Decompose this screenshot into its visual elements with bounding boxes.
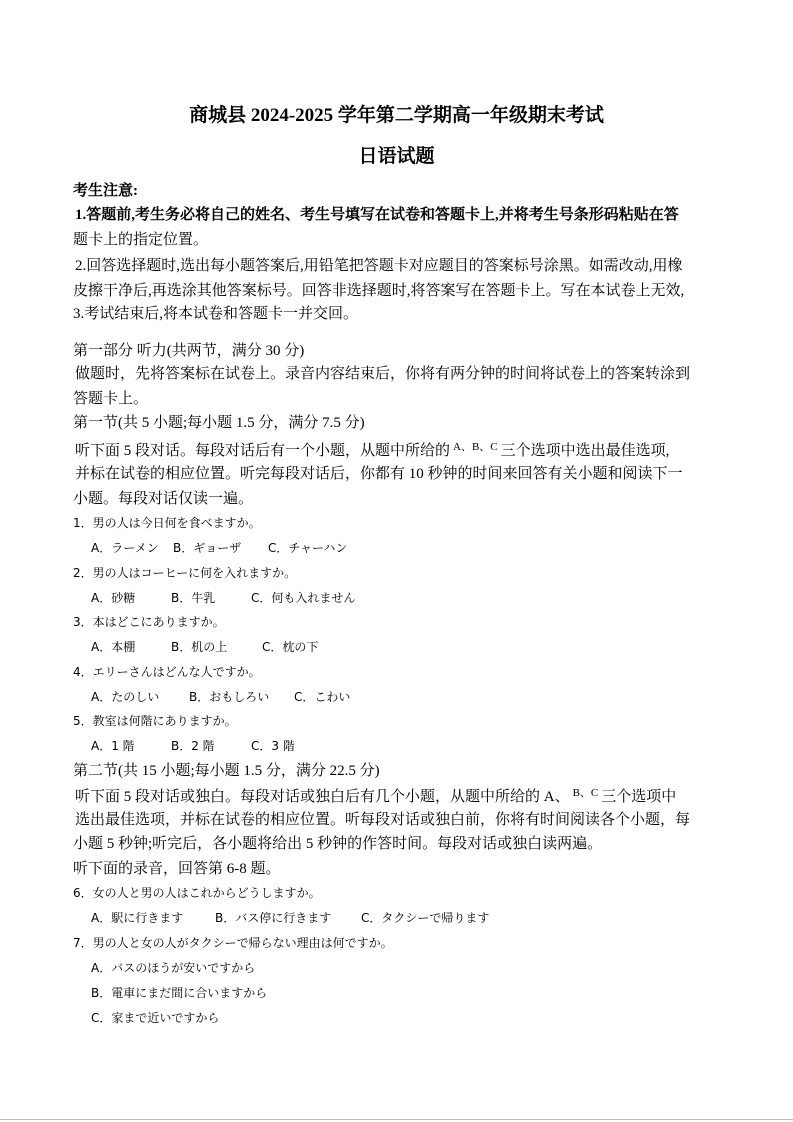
section1-heading: 第一节(共 5 小题;每小题 1.5 分，满分 7.5 分) xyxy=(73,415,365,431)
question-7-option-a[interactable]: A．バスのほうが安いですから xyxy=(91,961,256,975)
page-bottom-divider xyxy=(0,1119,793,1120)
notice-item-3: 3.考试结束后,将本试卷和答题卡一并交回。 xyxy=(73,306,359,322)
question-4: 4．エリーさんはどんな人ですか。 xyxy=(73,665,261,679)
option-a[interactable]: A．1 階 xyxy=(91,739,135,753)
option-a[interactable]: A．ラーメン xyxy=(91,541,159,555)
option-b[interactable]: B．バス停に行きます xyxy=(215,911,332,925)
section2-intro-line-3: 小题 5 秒钟;听完后，各小题将给出 5 秒钟的作答时间。每段对话或独白读两遍。 xyxy=(73,836,603,852)
question-7-option-b[interactable]: B．電車にまだ間に合いますから xyxy=(91,986,268,1000)
option-b[interactable]: B．机の上 xyxy=(171,640,228,654)
section1-intro-line-3: 小题。每段对话仅读一遍。 xyxy=(73,491,254,507)
section2-intro-line-2: 选出最佳选项，并标在试卷的相应位置。听每段对话或独白前，你将有时间阅读各个小题，每 xyxy=(75,812,691,828)
section2-heading: 第二节(共 15 小题;每小题 1.5 分，满分 22.5 分) xyxy=(73,763,380,779)
option-c[interactable]: C．枕の下 xyxy=(262,640,319,654)
option-a[interactable]: A．駅に行きます xyxy=(91,911,184,925)
section2-listen-prompt: 听下面的录音，回答第 6-8 题。 xyxy=(73,861,281,877)
option-b[interactable]: B．ギョーザ xyxy=(173,541,242,555)
question-6: 6．女の人と男の人はこれからどうしますか。 xyxy=(73,886,321,900)
question-2-options xyxy=(91,590,355,606)
question-5-options xyxy=(91,738,295,754)
option-a[interactable]: A．砂糖 xyxy=(91,591,136,605)
option-b[interactable]: B．牛乳 xyxy=(171,591,216,605)
section2-bc-label: B、C xyxy=(572,787,599,799)
option-c[interactable]: C．何も入れません xyxy=(251,591,356,605)
option-a[interactable]: A．たのしい xyxy=(91,690,160,704)
notice-item-1-line-2: 题卡上的指定位置。 xyxy=(73,232,209,248)
option-c[interactable]: C．チャーハン xyxy=(268,541,348,555)
notice-item-2-line-1: 2.回答选择题时,选出每小题答案后,用铅笔把答题卡对应题目的答案标号涂黑。如需改动,用橡 xyxy=(75,258,683,274)
question-6-options xyxy=(91,910,489,926)
option-c[interactable]: C．こわい xyxy=(294,690,351,704)
question-5: 5．教室は何階にありますか。 xyxy=(73,714,237,728)
exam-title: 商城县 2024-2025 学年第二学期高一年级期末考试 xyxy=(189,105,604,126)
option-a[interactable]: A．本棚 xyxy=(91,640,136,654)
question-7: 7．男の人と女の人がタクシーで帰らない理由は何ですか。 xyxy=(73,936,393,950)
notice-item-1-line-1: 1.答题前,考生务必将自己的姓名、考生号填写在试卷和答题卡上,并将考生号条形码粘贴在答 xyxy=(75,207,679,223)
question-2: 2．男の人はコーヒーに何を入れますか。 xyxy=(73,566,297,580)
part1-intro-line-2: 答题卡上。 xyxy=(73,391,149,407)
question-3-options xyxy=(91,639,318,655)
part1-heading: 第一部分 听力(共两节，满分 30 分) xyxy=(73,343,305,359)
question-3: 3．本はどこにありますか。 xyxy=(73,615,225,629)
notice-item-2-line-2: 皮擦干净后,再选涂其他答案标号。回答非选择题时,将答案写在答题卡上。写在本试卷上无效, xyxy=(73,283,685,299)
option-c[interactable]: C．3 階 xyxy=(251,739,295,753)
question-1-options xyxy=(91,540,347,556)
question-4-options xyxy=(91,689,350,705)
notice-heading: 考生注意: xyxy=(73,183,138,199)
section1-intro-line-1: 听下面 5 段对话。每段对话后有一个小题，从题中所给的 $^{A、B、C}$ 三个选项中选出最佳选项, xyxy=(75,441,670,459)
part1-intro-line-1: 做题时，先将答案标在试卷上。录音内容结束后，你将有两分钟的时间将试卷上的答案转涂到 xyxy=(75,366,691,382)
question-7-option-c[interactable]: C．家まで近いですから xyxy=(91,1011,220,1025)
option-b[interactable]: B．2 階 xyxy=(171,739,215,753)
section1-intro-line-2: 并标在试卷的相应位置。听完每段对话后，你都有 10 秒钟的时间来回答有关小题和阅读下一 xyxy=(75,466,683,482)
option-b[interactable]: B．おもしろい xyxy=(189,690,270,704)
option-c[interactable]: C．タクシーで帰ります xyxy=(361,911,490,925)
section2-intro-line-1: 听下面 5 段对话或独白。每段对话或独白后有几个小题，从题中所给的 A、 $^{B、C}$ 三个选项中 xyxy=(75,787,677,805)
section1-abc-label: A、B、C xyxy=(453,441,498,453)
question-1: 1．男の人は今日何を食べますか。 xyxy=(73,516,261,530)
exam-subtitle: 日语试题 xyxy=(358,146,435,167)
